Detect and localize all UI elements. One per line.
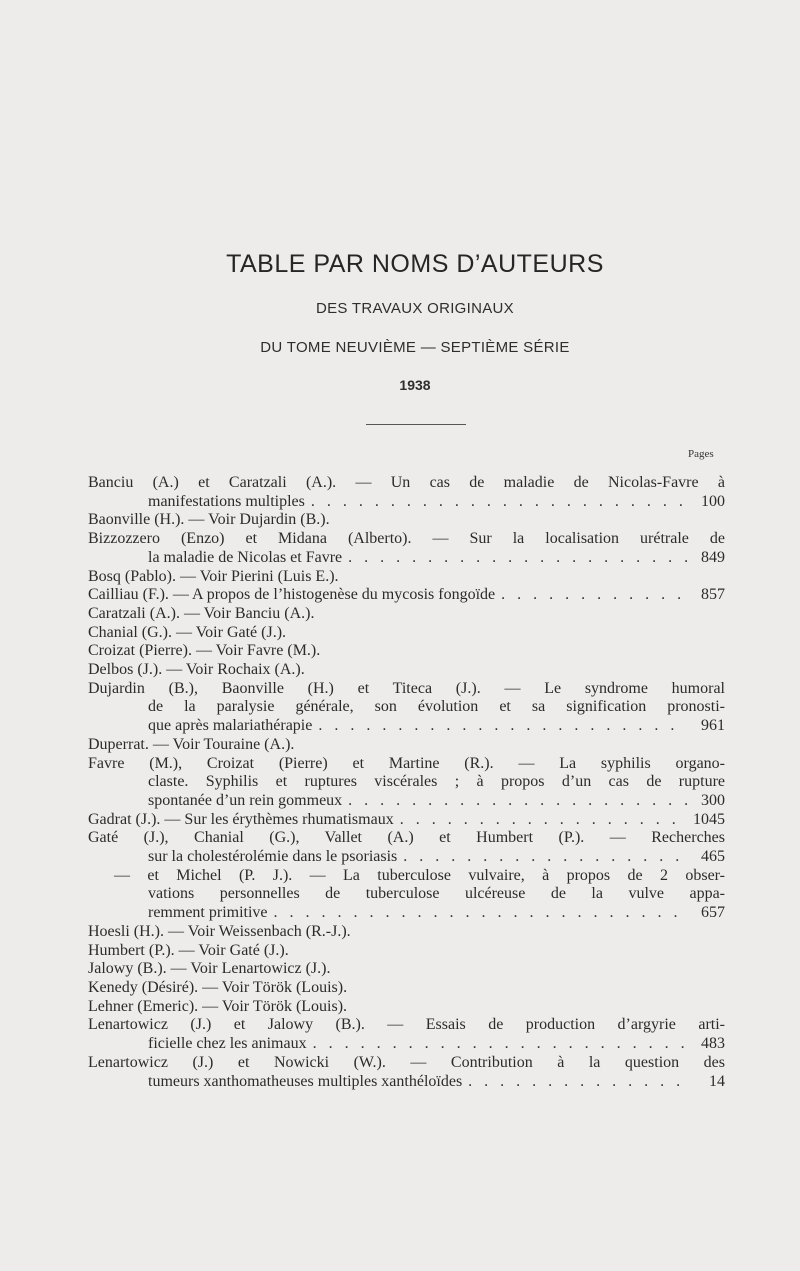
pages-column-label: Pages	[688, 448, 714, 460]
entry-line: Humbert (P.). — Voir Gaté (J.).	[88, 941, 289, 959]
subtitle-volume: DU TOME NEUVIÈME — SEPTIÈME SÉRIE	[260, 339, 570, 356]
divider-rule	[366, 424, 466, 425]
entry-line: Gaté (J.), Chanial (G.), Vallet (A.) et Humbert (P.). — Recherches	[88, 829, 725, 847]
entry-continuation	[88, 1035, 725, 1054]
entry-line: Kenedy (Désiré). — Voir Török (Louis).	[88, 978, 348, 996]
entry-line: la maladie de Nicolas et Favre	[148, 548, 343, 566]
entry-line: Bizzozzero (Enzo) et Midana (Alberto). — Sur la localisation urétrale de	[88, 530, 725, 548]
entry-line: Chanial (G.). — Voir Gaté (J.).	[88, 623, 287, 641]
index-entry	[88, 942, 725, 961]
index-entry	[88, 1054, 725, 1091]
index-entry	[88, 624, 725, 643]
entry-line: manifestations multiples	[148, 492, 305, 510]
entry-line: Lenartowicz (J.) et Jalowy (B.). — Essais de production d’argyrie arti-	[88, 1016, 725, 1034]
entry-line: Bosq (Pablo). — Voir Pierini (Luis E.).	[88, 567, 339, 585]
entry-line: Lenartowicz (J.) et Nowicki (W.). — Contribution à la question des	[88, 1053, 725, 1071]
page-number: 14	[709, 1072, 725, 1090]
entry-line: sur la cholestérolémie dans le psoriasis	[148, 848, 398, 866]
entry-line: — et Michel (P. J.). — La tuberculose vulvaire, à propos de 2 obser-	[114, 866, 725, 884]
entry-line: Baonville (H.). — Voir Dujardin (B.).	[88, 511, 330, 529]
entry-line: vations personnelles de tuberculose ulcéreuse de la vulve appa-	[148, 885, 725, 903]
leader-dots	[397, 848, 687, 867]
entry-line: claste. Syphilis et ruptures viscérales ; à propos d’un cas de rupture	[148, 773, 725, 791]
page-number: 300	[701, 791, 725, 809]
index-entry	[88, 680, 725, 736]
entry-continuation	[88, 792, 725, 811]
entry-line: Cailliau (F.). — A propos de l’histogenèse du mycosis fongoïde	[88, 586, 496, 604]
index-entry	[88, 811, 725, 830]
entry-continuation	[88, 1073, 725, 1092]
index-entry	[88, 829, 725, 866]
leader-dots	[462, 1073, 687, 1092]
author-index-list	[88, 474, 725, 1091]
entry-continuation	[88, 904, 725, 923]
index-entry	[88, 998, 725, 1017]
index-entry	[88, 661, 725, 680]
index-entry	[88, 605, 725, 624]
entry-continuation	[88, 848, 725, 867]
page-number: 100	[701, 492, 725, 510]
entry-line: spontanée d’un rein gommeux	[148, 791, 343, 809]
entry-line: tumeurs xanthomatheuses multiples xanthéloïdes	[148, 1072, 463, 1090]
page-number: 961	[701, 717, 725, 735]
leader-dots	[268, 904, 687, 923]
subtitle-works: DES TRAVAUX ORIGINAUX	[315, 300, 514, 317]
index-entry	[88, 736, 725, 755]
entry-line: Gadrat (J.). — Sur les érythèmes rhumatismaux	[88, 810, 394, 828]
index-entry	[88, 511, 725, 530]
entry-line: remment primitive	[148, 904, 268, 922]
entry-continuation	[88, 493, 725, 512]
index-entry	[88, 474, 725, 511]
page-number: 857	[701, 586, 725, 604]
entry-line: Dujardin (B.), Baonville (H.) et Titeca (J.). — Le syndrome humoral	[88, 679, 725, 697]
entry-continuation	[88, 717, 725, 736]
index-entry	[88, 979, 725, 998]
page-title: TABLE PAR NOMS D’AUTEURS	[226, 250, 604, 278]
page-number: 849	[701, 548, 725, 566]
entry-line: Jalowy (B.). — Voir Lenartowicz (J.).	[88, 960, 331, 978]
entry-line: Favre (M.), Croizat (Pierre) et Martine (R.). — La syphilis organo-	[88, 754, 725, 772]
entry-line: Delbos (J.). — Voir Rochaix (A.).	[88, 661, 305, 679]
leader-dots	[394, 811, 687, 830]
leader-dots	[342, 549, 687, 568]
entry-line: Banciu (A.) et Caratzali (A.). — Un cas de maladie de Nicolas-Favre à	[88, 474, 725, 491]
index-entry	[88, 586, 725, 605]
entry-continuation	[88, 811, 725, 830]
index-entry	[88, 755, 725, 811]
index-entry	[88, 1016, 725, 1053]
page-number: 465	[701, 848, 725, 866]
leader-dots	[342, 792, 687, 811]
entry-line: Duperrat. — Voir Touraine (A.).	[88, 735, 295, 753]
leader-dots	[307, 1035, 687, 1054]
index-entry	[88, 642, 725, 661]
page-number: 1045	[693, 810, 725, 828]
entry-line: Caratzali (A.). — Voir Banciu (A.).	[88, 604, 315, 622]
entry-line: Hoesli (H.). — Voir Weissenbach (R.-J.).	[88, 922, 351, 940]
entry-line: de la paralysie générale, son évolution et sa signification pronosti-	[148, 698, 725, 716]
index-entry	[88, 530, 725, 567]
index-entry	[88, 568, 725, 587]
leader-dots	[495, 586, 687, 605]
entry-line: que après malariathérapie	[148, 717, 313, 735]
index-entry	[88, 960, 725, 979]
page-number: 657	[701, 904, 725, 922]
page-number: 483	[701, 1035, 725, 1053]
entry-continuation	[88, 549, 725, 568]
leader-dots	[305, 493, 687, 512]
leader-dots	[312, 717, 687, 736]
entry-continuation	[88, 586, 725, 605]
entry-line: ficielle chez les animaux	[148, 1035, 307, 1053]
index-entry	[88, 923, 725, 942]
entry-line: Croizat (Pierre). — Voir Favre (M.).	[88, 642, 321, 660]
entry-line: Lehner (Emeric). — Voir Török (Louis).	[88, 997, 348, 1015]
index-entry	[88, 867, 725, 923]
year-label: 1938	[399, 377, 431, 393]
